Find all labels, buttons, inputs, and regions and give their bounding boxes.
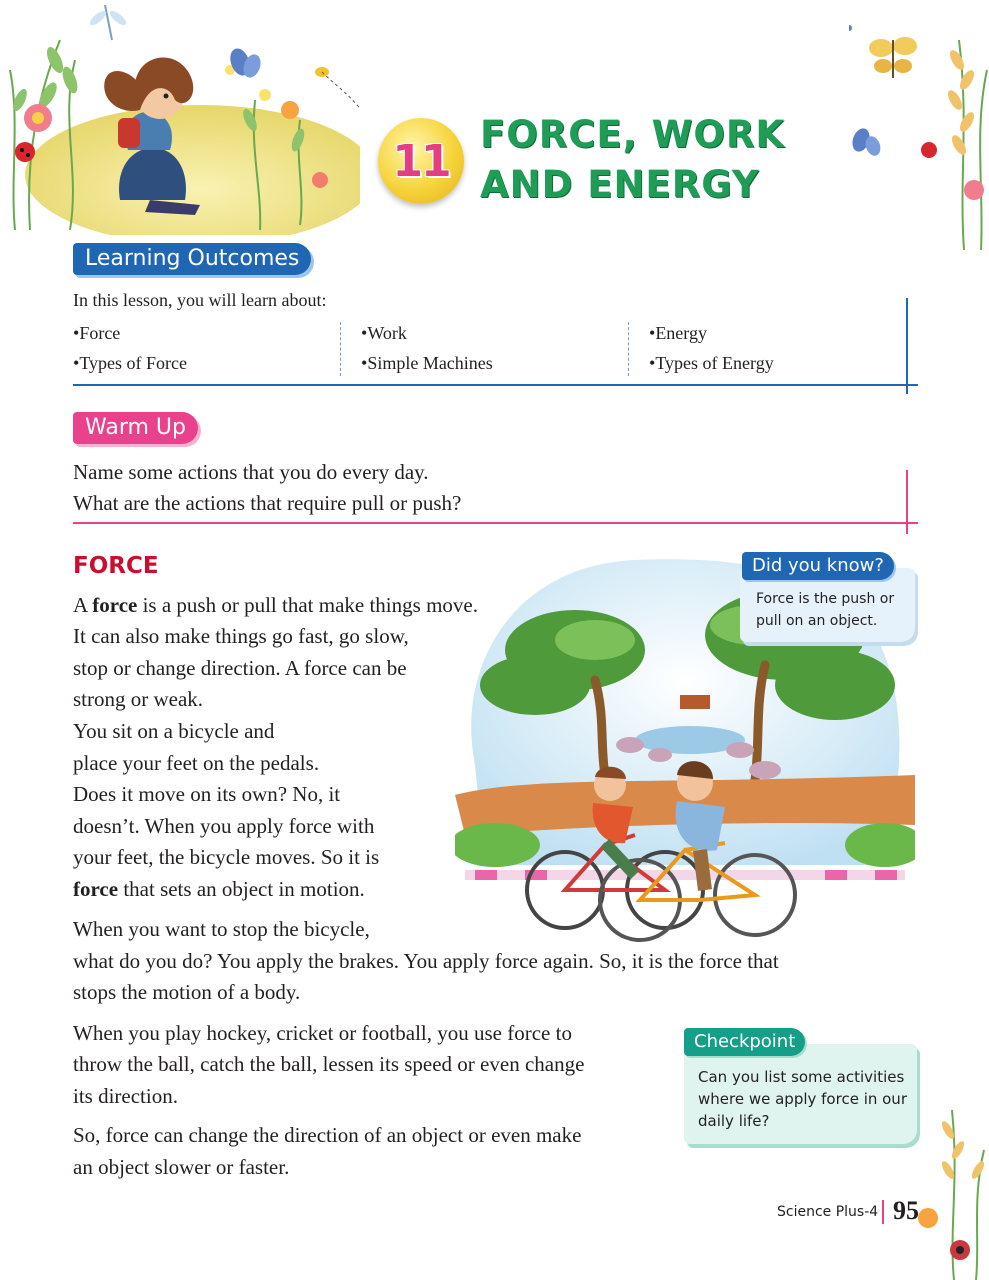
learning-outcomes-intro: In this lesson, you will learn about: xyxy=(73,290,327,310)
body-line: its direction. xyxy=(73,1084,178,1108)
body-line: stop or change direction. A force can be xyxy=(73,656,407,680)
body-line: what do you do? You apply the brakes. You apply force again. So, it is the force that xyxy=(73,949,779,973)
checkpoint-text: Can you list some activities where we apply force in our daily life? xyxy=(698,1068,907,1130)
outcome-item: • Types of Energy xyxy=(649,348,774,378)
chapter-title-line-1: FORCE, WORK xyxy=(480,113,786,156)
body-line: strong or weak. xyxy=(73,687,204,711)
outcome-item: • Simple Machines xyxy=(361,348,493,378)
learning-outcomes-tag: Learning Outcomes xyxy=(73,243,311,275)
chapter-number-badge xyxy=(378,118,464,204)
column-divider xyxy=(628,322,629,376)
warm-up-side-rule xyxy=(906,470,908,534)
warm-up-line: Name some actions that you do every day. xyxy=(73,460,429,484)
body-line: doesn’t. When you apply force with xyxy=(73,814,375,838)
warm-up-divider xyxy=(73,522,918,524)
body-line: So, force can change the direction of an object or even make xyxy=(73,1123,582,1147)
outcomes-column-3 xyxy=(649,318,774,378)
body-line: It can also make things go fast, go slow, xyxy=(73,624,409,648)
footer-divider xyxy=(882,1200,884,1224)
body-line: stops the motion of a body. xyxy=(73,980,301,1004)
outcomes-column-1 xyxy=(73,318,187,378)
body-line: an object slower or faster. xyxy=(73,1155,290,1179)
force-motion-line: force that sets an object in motion. xyxy=(73,877,365,901)
force-heading: FORCE xyxy=(73,553,159,579)
warm-up-line: What are the actions that require pull or push? xyxy=(73,491,462,515)
outcomes-divider xyxy=(73,384,918,386)
warm-up-text xyxy=(73,457,461,519)
chapter-number: 11 xyxy=(392,135,450,187)
book-title: Science Plus-4 xyxy=(777,1204,879,1220)
chapter-title xyxy=(480,110,860,210)
body-line: When you want to stop the bicycle, xyxy=(73,917,370,941)
chapter-title-line-2: AND ENERGY xyxy=(480,163,760,206)
flowers-decoration-bottom xyxy=(914,1100,989,1280)
outcome-item: • Types of Force xyxy=(73,348,187,378)
checkpoint-tag: Checkpoint xyxy=(684,1028,805,1056)
warm-up-tag: Warm Up xyxy=(73,412,198,444)
body-line: throw the ball, catch the ball, lessen its speed or even change xyxy=(73,1052,585,1076)
butterfly-flowers-decoration xyxy=(849,0,989,250)
did-you-know-text: Force is the push or pull on an object. xyxy=(756,591,895,629)
body-line: When you play hockey, cricket or football, you use force to xyxy=(73,1021,572,1045)
column-divider xyxy=(340,322,341,376)
force-term: force xyxy=(73,877,119,901)
girl-flowers-illustration xyxy=(0,0,360,235)
checkpoint-box xyxy=(684,1044,917,1144)
outcome-item: • Force xyxy=(73,318,187,348)
outcomes-column-2 xyxy=(361,318,493,378)
body-line: Does it move on its own? No, it xyxy=(73,782,341,806)
outcome-item: • Energy xyxy=(649,318,774,348)
body-line: You sit on a bicycle and xyxy=(73,719,275,743)
force-term: force xyxy=(92,593,138,617)
page-number: 95 xyxy=(893,1196,919,1225)
outcome-item: • Work xyxy=(361,318,493,348)
body-line: place your feet on the pedals. xyxy=(73,751,320,775)
force-definition: A force is a push or pull that make things move. xyxy=(73,593,478,617)
body-line: your feet, the bicycle moves. So it is xyxy=(73,845,380,869)
did-you-know-tag: Did you know? xyxy=(742,552,894,580)
outcomes-side-rule xyxy=(906,298,908,394)
